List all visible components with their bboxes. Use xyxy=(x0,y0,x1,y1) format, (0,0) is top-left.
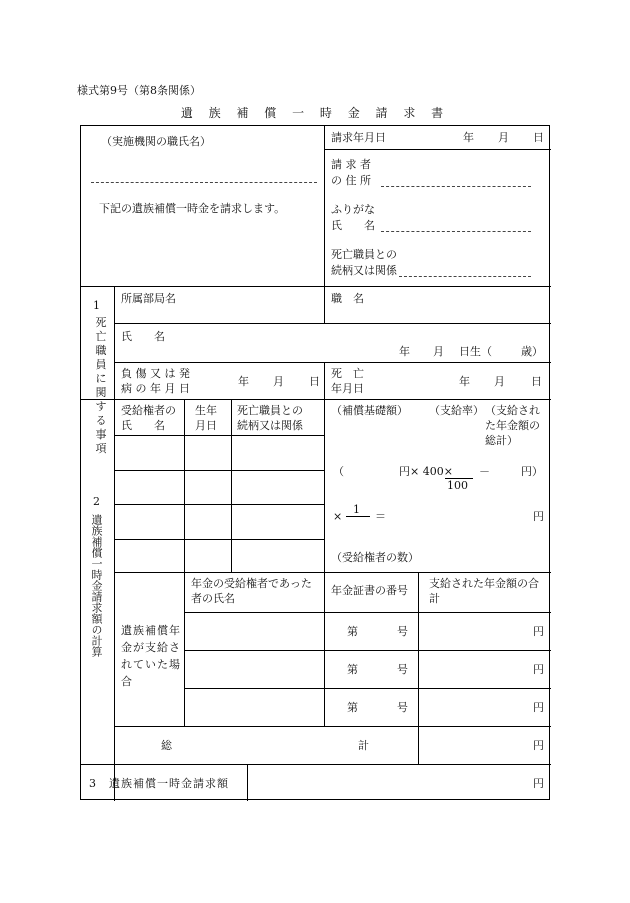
recipient-birth-header: 生年 xyxy=(195,404,217,417)
birth-year-label: 年 xyxy=(399,345,410,358)
section3-yen: 円 xyxy=(533,777,544,790)
claimant-label: 請 求 者 xyxy=(331,158,371,171)
yen-label: 円 xyxy=(533,510,544,523)
basis-amount-label: （補償基礎額） xyxy=(331,404,408,417)
relation-label: 死亡職員との xyxy=(331,248,397,261)
dept-label: 所属部局名 xyxy=(121,292,176,305)
formula-close-yen: 円） xyxy=(521,465,543,478)
form-table xyxy=(80,125,550,800)
cert-dai-1: 第 xyxy=(347,625,358,638)
official-name-field[interactable] xyxy=(91,182,317,183)
cert-go-2: 号 xyxy=(397,663,408,676)
recipient-count-label: （受給権者の数） xyxy=(331,551,419,564)
month-label: 月 xyxy=(498,131,509,144)
section2-heading: 遺族補償一時金請求額の計算 xyxy=(90,514,103,657)
recipient-relation-header: 死亡職員との xyxy=(237,404,303,417)
recipient-name-header-2: 氏 名 xyxy=(121,419,165,432)
claimant-name-field[interactable] xyxy=(381,231,531,232)
claimant-name-label: 氏 名 xyxy=(331,219,375,232)
total-label-1: 総 xyxy=(161,739,172,752)
recipient-birth-header-2: 月日 xyxy=(195,419,217,432)
fraction-denominator: 100 xyxy=(447,479,468,492)
pension-total-label: （支給された年金額の総計） xyxy=(485,404,540,447)
cert-dai-3: 第 xyxy=(347,701,358,714)
request-date-label: 請求年月日 xyxy=(331,131,386,144)
injury-year-label: 年 xyxy=(238,375,249,388)
total-yen: 円 xyxy=(533,739,544,752)
pension-holder-header: 年金の受給権者であった者の氏名 xyxy=(191,577,312,605)
death-date-label: 死 亡 xyxy=(331,367,364,380)
birth-month-label: 月 xyxy=(433,345,444,358)
fraction-bar-2 xyxy=(346,516,370,517)
formula-multiplier: 円× 400× xyxy=(399,465,453,478)
certificate-number-header: 年金証書の番号 xyxy=(331,584,408,597)
injury-date-label-2: 病 の 年 月 日 xyxy=(121,382,190,395)
address-field[interactable] xyxy=(381,186,531,187)
relation-field[interactable] xyxy=(399,276,531,277)
pension-yen-3: 円 xyxy=(533,701,544,714)
payment-rate-label: （支給率） xyxy=(429,404,484,417)
death-month-label: 月 xyxy=(494,375,505,388)
injury-month-label: 月 xyxy=(273,375,284,388)
deceased-name-label: 氏 名 xyxy=(121,330,165,343)
request-statement: 下記の遺族補償一時金を請求します。 xyxy=(99,202,286,215)
cert-go-3: 号 xyxy=(397,701,408,714)
section3-label: 3 遺族補償一時金請求額 xyxy=(89,777,229,790)
birth-day-label: 日生（ xyxy=(459,345,492,358)
day-label: 日 xyxy=(533,131,544,144)
recipient-name-header: 受給権者の xyxy=(121,404,176,417)
form-number: 様式第9号（第8条関係） xyxy=(77,84,201,97)
times-sign: × xyxy=(333,510,343,523)
formula-minus: － xyxy=(479,465,490,478)
total-label-2: 計 xyxy=(358,739,369,752)
injury-date-label: 負 傷 又 は 発 xyxy=(121,367,190,380)
document-title: 遺 族 補 償 一 時 金 請 求 書 xyxy=(180,106,450,120)
furigana-label: ふりがな xyxy=(331,203,375,216)
pension-sum-header: 支給された年金額の合計 xyxy=(429,577,539,605)
death-day-label: 日 xyxy=(531,375,542,388)
post-label: 職 名 xyxy=(331,292,364,305)
pension-yen-1: 円 xyxy=(533,625,544,638)
equals-sign: ＝ xyxy=(375,510,386,523)
fraction-numerator-one: 1 xyxy=(353,503,360,516)
section2-number: 2 xyxy=(93,495,100,508)
formula-open-paren: （ xyxy=(333,465,344,478)
relation-label-2: 続柄又は関係 xyxy=(331,264,397,277)
official-name-label: （実施機関の職氏名） xyxy=(101,135,211,148)
death-date-label-2: 年月日 xyxy=(331,382,364,395)
pension-yen-2: 円 xyxy=(533,663,544,676)
section1-number: 1 xyxy=(93,299,100,312)
section1-heading: 死亡職員に関する事項 xyxy=(95,316,107,455)
address-label: の 住 所 xyxy=(331,174,371,187)
injury-day-label: 日 xyxy=(309,375,320,388)
death-year-label: 年 xyxy=(459,375,470,388)
pension-case-label: 遺族補償年金が支給されていた場合 xyxy=(121,624,181,688)
recipient-relation-header-2: 続柄又は関係 xyxy=(237,419,303,432)
year-label: 年 xyxy=(463,131,474,144)
cert-go-1: 号 xyxy=(397,625,408,638)
cert-dai-2: 第 xyxy=(347,663,358,676)
age-label: 歳） xyxy=(521,345,543,358)
